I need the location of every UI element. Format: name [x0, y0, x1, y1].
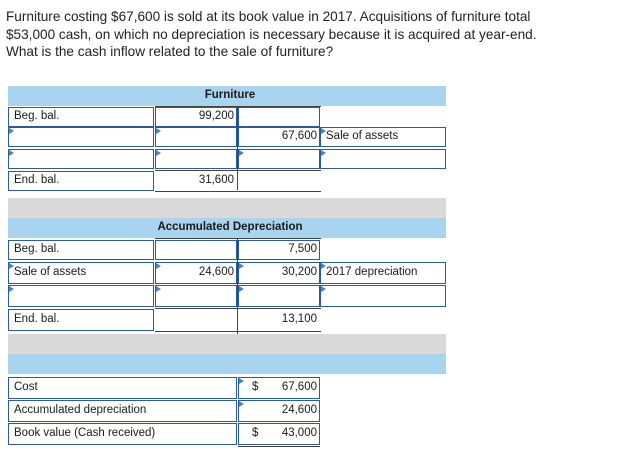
t-top-line — [155, 238, 321, 239]
dropdown-marker-icon — [9, 150, 14, 156]
double-line — [155, 331, 321, 332]
accum-end-label: End. bal. — [14, 313, 60, 326]
accum-title: Accumulated Depreciation — [157, 221, 303, 234]
furniture-row3-debit-input[interactable] — [155, 149, 237, 169]
summary-header-band — [8, 354, 446, 374]
furniture-row3-credit-input[interactable] — [238, 149, 320, 169]
accum-row3-desc-field[interactable] — [320, 285, 446, 307]
summary-accum-label: Accumulated depreciation — [14, 404, 147, 417]
summary-book-value: 43,000 — [281, 427, 317, 440]
currency-symbol: $ — [252, 427, 259, 440]
dropdown-marker-icon — [156, 150, 161, 156]
summary-cost-label: Cost — [14, 381, 38, 394]
dropdown-marker-icon — [321, 286, 326, 292]
dropdown-marker-icon — [239, 150, 244, 156]
accum-row3-credit-input[interactable] — [238, 285, 320, 307]
furniture-row3-label-field[interactable] — [8, 149, 154, 169]
dropdown-marker-icon — [156, 286, 161, 292]
question-line-3: What is the cash inflow related to the sale of furniture? — [6, 44, 334, 59]
double-line — [155, 191, 321, 192]
accum-row3-label-field[interactable] — [8, 285, 154, 307]
summary-cost-value: 67,600 — [281, 381, 317, 394]
furniture-beg-debit: 99,200 — [198, 110, 234, 123]
accum-dep-desc: 2017 depreciation — [326, 266, 418, 279]
dropdown-marker-icon — [156, 128, 161, 134]
accum-beg-label: Beg. bal. — [14, 243, 60, 256]
dropdown-marker-icon — [9, 128, 14, 134]
dropdown-marker-icon — [239, 286, 244, 292]
accum-end-credit: 13,100 — [281, 313, 317, 326]
furniture-row2-desc: Sale of assets — [326, 130, 399, 143]
accum-beg-credit: 7,500 — [288, 243, 317, 256]
double-line — [238, 446, 320, 447]
furniture-row2-credit: 67,600 — [281, 130, 317, 143]
furniture-title: Furniture — [204, 89, 256, 102]
furniture-beg-label: Beg. bal. — [14, 110, 60, 123]
summary-accum-value: 24,600 — [281, 404, 317, 417]
separator-band — [8, 334, 446, 354]
separator-band — [8, 198, 446, 218]
accum-sale-label: Sale of assets — [14, 266, 87, 279]
accum-dep-credit: 30,200 — [281, 266, 317, 279]
dropdown-marker-icon — [321, 150, 326, 156]
summary-book-label: Book value (Cash received) — [14, 427, 156, 440]
accum-row3-debit-input[interactable] — [155, 285, 237, 307]
furniture-row2-label-field[interactable] — [8, 127, 154, 147]
dropdown-marker-icon — [9, 286, 14, 292]
furniture-end-debit: 31,600 — [198, 174, 234, 187]
furniture-end-label: End. bal. — [14, 174, 60, 187]
furniture-beg-credit-input[interactable] — [238, 107, 320, 127]
question-line-1: Furniture costing $67,600 is sold at its book value in 2017. Acquisitions of furniture total — [6, 9, 531, 24]
furniture-row2-debit-input[interactable] — [155, 127, 237, 147]
accum-beg-debit-input[interactable] — [155, 240, 237, 260]
question-text — [6, 8, 634, 61]
furniture-row3-desc-field[interactable] — [320, 149, 446, 169]
currency-symbol: $ — [252, 381, 259, 394]
question-line-2: $53,000 cash, on which no depreciation is necessary because it is acquired at year-end. — [6, 26, 537, 42]
accum-sale-debit: 24,600 — [198, 266, 234, 279]
